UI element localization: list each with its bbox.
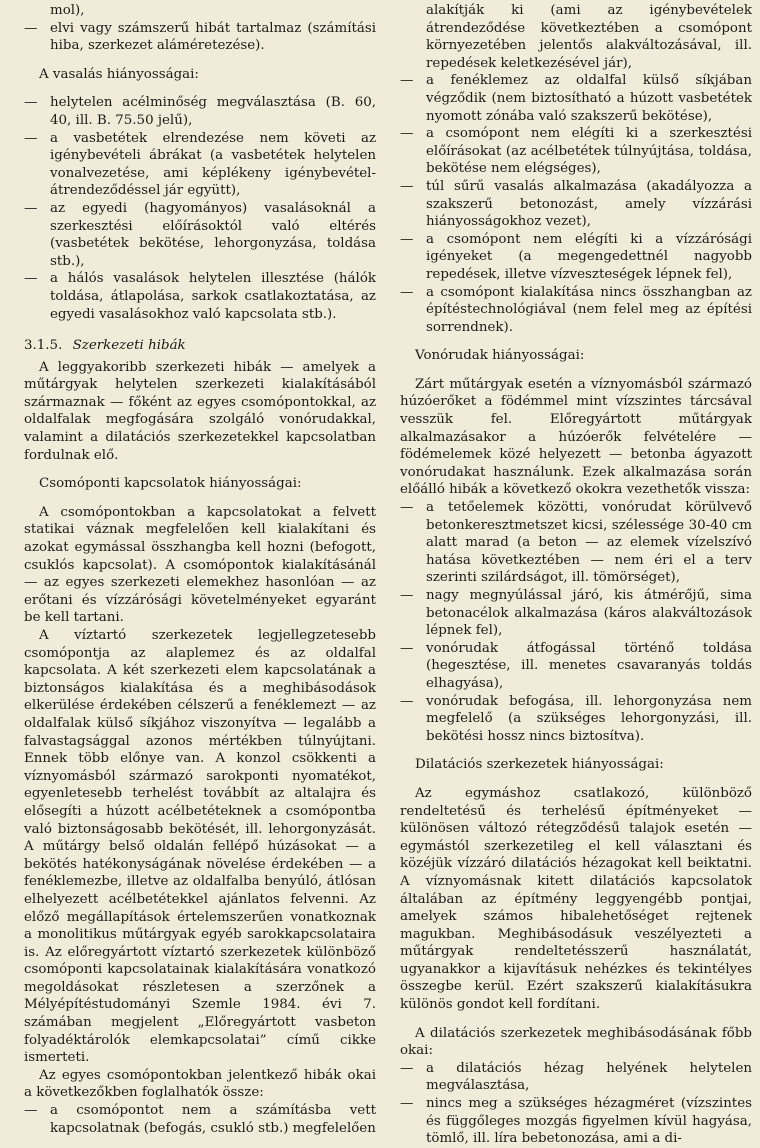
list-item-text: nagy megnyúlással járó, kis átmérőjű, sima betonacélok alkalmazása (káros alakváltozások lépnek fel), xyxy=(426,588,752,639)
dash-bullet: — xyxy=(400,284,414,300)
list-item xyxy=(24,94,376,129)
right-column xyxy=(400,2,752,1148)
paragraph: Zárt műtárgyak esetén a víznyomásból származó húzóerőket a födémmel mint vízszintes tárcsával vesszük fel. Előregyártott műtárgyak alkalmazásakor a húzóerők felvételére — födémelemek közé helyezett — betonba ágyazott vonórudakat használunk. Ezek alkalmazása során előálló hibák a következő okokra vezethetők vissza: xyxy=(400,376,752,498)
paragraph: A csomópontokban a kapcsolatokat a felvett statikai váznak megfelelően kell kialakítani és azokat egymással összhangba kell hozni (befogott, csuklós kapcsolat). A csomópontok kialakításánál — az egyes szerkezeti elemekhez hasonlóan — az erőtani és vízzárósági követelményeket egyaránt be kell tartani. xyxy=(24,504,376,626)
dash-bullet: — xyxy=(400,500,414,516)
list-item-text: helytelen acélminőség megválasztása (B. 60, 40, ill. B. 75.50 jelű), xyxy=(50,95,376,128)
list-item-text: a csomópont nem elégíti ki a vízzárósági igényeket (a megengedettnél nagyobb repedések, illetve vízveszteségek lépnek fel), xyxy=(426,231,752,282)
list-item-text: a dilatációs hézag helyének helytelen megválasztása, xyxy=(426,1060,752,1094)
list-item xyxy=(400,178,752,231)
dash-bullet: — xyxy=(400,231,414,247)
list-item xyxy=(400,284,752,337)
section-number: 3.1.5. xyxy=(24,338,63,354)
list-item-text: vonórudak befogása, ill. lehorgonyzása nem megfelelő (a szükséges lehorgonyzási, ill. bekötési hossz nincs biztosítva). xyxy=(426,693,752,744)
dash-bullet: — xyxy=(24,271,38,287)
subheading-vasalas: A vasalás hiányosságai: xyxy=(39,66,199,82)
list-item xyxy=(400,125,752,178)
list-item xyxy=(400,231,752,284)
list-item xyxy=(400,72,752,125)
list-item xyxy=(400,587,752,640)
paragraph: A víztartó szerkezetek legjellegzetesebb csomópontja az alaplemez és az oldalfal kapcsolata. A két szerkezeti elem kapcsolatának a biztonságos kialakítása és a meghibásodások elkerülése érdekében célszerű a fenéklemezt — az oldalfalak külső síkjához viszonyítva — legalább a falvastagsággal azonos mértékben túlnyújtani. Ennek több előnye van. A konzol csökkenti a víznyomásból származó sarokponti nyomatékot, egyenletesebb terhelést továbbít az altalajra és elősegíti a húzott acélbetéteknek a csomópontba való biztonságosabb bekötését, ill. lehorgonyzását. A műtárgy belső oldalán fellépő húzásokat — a bekötés hatékonyságának növelése érdekében — a fenéklemezbe, illetve az oldalfalba benyúló, átlósan elhelyezett acélbetétekkel ajánlatos felvenni. Az előző megállapítások értelemszerűen vonatkoznak a monolitikus műtárgyak egyéb sarokkapcsolataira is. Az előregyártott víztartó szerkezetek különböző csomóponti kapcsolatainak kialakítására vonatkozó megoldásokat részletesen a szerzőnek a Mélyépítéstudományi Szemle 1984. évi 7. számában megjelent „Előregyártott vasbeton folyadéktárolók elemkapcsolatai” című cikke ismerteti. xyxy=(24,628,376,1066)
list-item-text: az egyedi (hagyományos) vasalásoknál a szerkesztési előírásoktól való eltérés (vasbetétek bekötése, lehorgonyzása, toldása stb.), xyxy=(50,200,376,269)
section-heading xyxy=(24,337,376,355)
list-item xyxy=(400,693,752,746)
list-item-text: a hálós vasalások helytelen illesztése (hálók toldása, átlapolása, sarkok csatlakoztatása, az egyedi vasalásokhoz való kapcsolata stb.). xyxy=(50,271,376,322)
subheading-dilatacios: Dilatációs szerkezetek hiányosságai: xyxy=(415,757,664,773)
dash-bullet: — xyxy=(400,178,414,194)
dash-bullet: — xyxy=(400,640,414,656)
dash-bullet: — xyxy=(24,95,38,111)
list-item xyxy=(400,1060,752,1095)
list-item-text: a csomópontot nem a számításba vett kapcsolatnak (befogás, csukló stb.) megfelelően xyxy=(50,1103,376,1136)
continuation-line: alakítják ki (ami az igénybevételek átrendeződése következtében a csomópont környezetében jelentős alakváltozásával, ill. repedések keletkezésével jár), xyxy=(426,3,752,71)
dash-bullet: — xyxy=(24,1103,38,1119)
paragraph: Az egymáshoz csatlakozó, különböző rendeltetésű és terhelésű építményeket — különösen változó rétegződésű talajok esetén — egymástól szerkezetileg el kell választani és közéjük vízzáró dilatációs hézagokat kell beiktatni. A víznyomásnak kitett dilatációs kapcsolatok általában az építmény leggyengébb pontjai, amelyek számos hibalehetőséget rejtenek magukban. Meghibásodásuk veszélyezteti a műtárgyak rendeltetésszerű használatát, ugyanakkor a kijavításuk nehézkes és tekintélyes összegbe kerül. Ezért szakszerű kialakításukra különös gondot kell fordítani. xyxy=(400,785,752,1013)
paragraph: A leggyakoribb szerkezeti hibák — amelyek a műtárgyak helytelen szerkezeti kialakításából származnak — főként az egyes csomópontokkal, az oldalfalak megfogására szolgáló vonórudakkal, valamint a dilatációs szerkezetekkel kapcsolatban fordulnak elő. xyxy=(24,359,376,463)
list-item-text: a csomópont nem elégíti ki a szerkesztési előírásokat (az acélbetétek túlnyújtása, toldása, bekötése nem elégséges), xyxy=(426,126,752,177)
list-item-text: vonórudak átfogással történő toldása (hegesztése, ill. menetes csavaranyás toldás elhagyása), xyxy=(426,640,752,691)
list-item xyxy=(24,1102,376,1137)
dash-bullet: — xyxy=(24,130,38,146)
dash-bullet: — xyxy=(24,20,38,36)
left-column xyxy=(24,2,376,1137)
list-item xyxy=(24,270,376,323)
dash-bullet: — xyxy=(400,73,414,89)
paragraph: A dilatációs szerkezetek meghibásodásának főbb okai: xyxy=(400,1025,752,1059)
list-item-text: a fenéklemez az oldalfal külső síkjában végződik (nem biztosítható a húzott vasbetétek nyomott zónába való szakszerű bekötése), xyxy=(426,73,752,124)
list-item-text: a vasbetétek elrendezése nem követi az igénybevételi ábrákat (a vasbetétek helytelen vonalvezetése, ami képlékeny igénybevétel-átrendeződéssel jár együtt), xyxy=(50,130,376,199)
dash-bullet: — xyxy=(400,693,414,709)
list-item-text: nincs meg a szükséges hézagméret (vízszintes és függőleges mozgás figyelmen kívül hagyása, tömlő, ill. líra bebetonozása, ami a di- xyxy=(426,1096,752,1147)
list-item xyxy=(24,130,376,200)
list-item xyxy=(24,200,376,270)
subheading-vonorudak: Vonórudak hiányosságai: xyxy=(415,348,585,364)
subheading-csomoponti: Csomóponti kapcsolatok hiányosságai: xyxy=(39,476,302,492)
list-item xyxy=(24,20,376,55)
list-item-text: a csomópont kialakítása nincs összhangban az építéstechnológiával (nem felel meg az építési sorrendnek). xyxy=(426,284,752,335)
dash-bullet: — xyxy=(400,1060,414,1076)
dash-bullet: — xyxy=(400,588,414,603)
dash-bullet: — xyxy=(24,200,38,216)
list-item xyxy=(400,1095,752,1148)
list-item-text: a tetőelemek közötti, vonórudat körülvevő betonkeresztmetszet kicsi, szélessége 30-40 cm alatt marad (a beton — az elemek vízelszívó hatása következtében — nem éri el a terv szerinti szilárdságot, ill. tömörséget), xyxy=(426,500,752,586)
list-item xyxy=(400,640,752,693)
continuation-line: mol), xyxy=(50,3,85,18)
list-item xyxy=(400,499,752,587)
paragraph: Az egyes csomópontokban jelentkező hibák okai a következőkben foglalhatók össze: xyxy=(24,1067,376,1101)
dash-bullet: — xyxy=(400,126,414,142)
dash-bullet: — xyxy=(400,1096,414,1112)
list-item-text: elvi vagy számszerű hibát tartalmaz (számítási hiba, szerkezet aláméretezése). xyxy=(50,20,376,54)
list-item-text: túl sűrű vasalás alkalmazása (akadályozza a szakszerű betonozást, amely vízzárási hiányosságokhoz vezet), xyxy=(426,178,752,230)
section-title: Szerkezeti hibák xyxy=(72,338,186,354)
